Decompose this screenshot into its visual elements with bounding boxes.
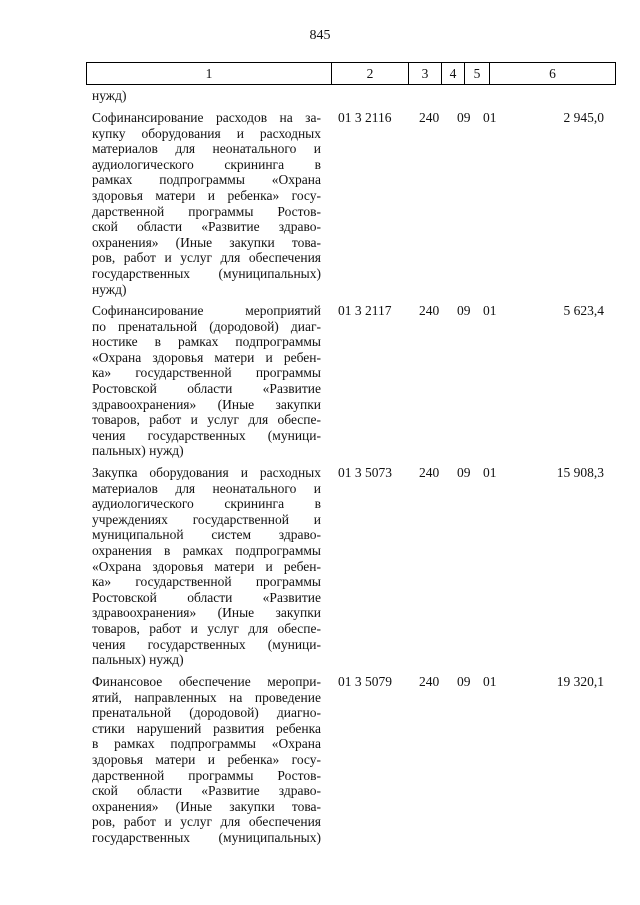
- amount: 2 945,0: [563, 110, 604, 125]
- row-description: [92, 465, 321, 668]
- description-line: Ростовской области «Развитие: [92, 589, 321, 605]
- description-line: товаров, работ и услуг для обеспе-: [92, 620, 321, 636]
- description-line: ров, работ и услуг для обеспечения: [92, 814, 321, 830]
- description-line: ров, работ и услуг для обеспечения: [92, 250, 321, 266]
- description-line: дарственной программы Ростов-: [92, 767, 321, 783]
- description-line: здоровья матери и ребенка» госу-: [92, 751, 321, 767]
- row-description: [92, 674, 321, 846]
- description-line: Ростовской области «Развитие: [92, 380, 321, 396]
- description-line: купку оборудования и расходных: [92, 125, 321, 141]
- row-description: [92, 110, 321, 297]
- header-col-3: 3: [421, 66, 429, 81]
- description-line: нужд): [92, 281, 127, 297]
- expense-type-code: 240: [419, 674, 440, 689]
- description-line: Закупка оборудования и расходных: [92, 465, 321, 480]
- description-line: здравоохранения» (Иные закупки: [92, 396, 321, 412]
- description-line: в рамках подпрограммы «Охрана: [92, 736, 321, 752]
- expense-type-code: 240: [419, 465, 440, 480]
- table-header: [86, 62, 616, 85]
- target-article-code: 01 3 5073: [338, 465, 392, 480]
- description-line: аудиологического скрининга в: [92, 156, 321, 172]
- description-line: пальных) нужд): [92, 443, 184, 459]
- description-line: «Охрана здоровья матери и ребен-: [92, 558, 321, 574]
- subsection-code: 01: [483, 303, 497, 318]
- target-article-code: 01 3 2117: [338, 303, 392, 318]
- subsection-code: 01: [483, 674, 497, 689]
- header-col-2: 2: [366, 66, 374, 81]
- description-line: охранения в рамках подпрограммы: [92, 542, 321, 558]
- description-line: нужд): [92, 88, 127, 103]
- description-line: здоровья матери и ребенка» госу-: [92, 187, 321, 203]
- section-code: 09: [457, 674, 471, 689]
- description-line: Софинансирование мероприятий: [92, 303, 321, 318]
- description-line: рамках подпрограммы «Охрана: [92, 172, 321, 188]
- description-line: муниципальной систем здраво-: [92, 527, 321, 543]
- expense-type-code: 240: [419, 303, 440, 318]
- section-code: 09: [457, 303, 471, 318]
- description-line: по пренатальной (дородовой) диаг-: [92, 318, 321, 334]
- header-col-4: 4: [449, 66, 457, 81]
- description-line: ской области «Развитие здраво-: [92, 783, 321, 799]
- description-line: государственных (муниципальных): [92, 829, 321, 845]
- header-col-6: 6: [549, 66, 556, 81]
- description-line: ка» государственной программы: [92, 574, 321, 590]
- description-line: дарственной программы Ростов-: [92, 203, 321, 219]
- page-number: 845: [309, 28, 331, 43]
- amount: 19 320,1: [556, 674, 604, 689]
- description-line: «Охрана здоровья матери и ребен-: [92, 349, 321, 365]
- expense-type-code: 240: [419, 110, 440, 125]
- description-line: государственных (муниципальных): [92, 265, 321, 281]
- description-line: материалов для неонатального и: [92, 480, 321, 496]
- description-line: ской области «Развитие здраво-: [92, 219, 321, 235]
- description-line: ка» государственной программы: [92, 365, 321, 381]
- description-line: товаров, работ и услуг для обеспе-: [92, 412, 321, 428]
- description-line: учреждениях государственной и: [92, 511, 321, 527]
- subsection-code: 01: [483, 110, 497, 125]
- description-line: ятий, направленных на проведение: [92, 689, 321, 705]
- section-code: 09: [457, 110, 471, 125]
- target-article-code: 01 3 5079: [338, 674, 392, 689]
- amount: 5 623,4: [563, 303, 604, 318]
- description-line: пальных) нужд): [92, 652, 184, 668]
- header-col-1: 1: [205, 66, 213, 81]
- target-article-code: 01 3 2116: [338, 110, 392, 125]
- description-line: Софинансирование расходов на за-: [92, 110, 321, 125]
- description-line: охранения» (Иные закупки това-: [92, 234, 321, 250]
- description-line: стики нарушений развития ребенка: [92, 720, 321, 736]
- description-line: здравоохранения» (Иные закупки: [92, 605, 321, 621]
- description-line: пренатальной (дородовой) диагно-: [92, 705, 321, 721]
- description-line: аудиологического скрининга в: [92, 496, 321, 512]
- description-line: ностике в рамках подпрограммы: [92, 334, 321, 350]
- header-col-5: 5: [473, 66, 481, 81]
- description-line: чения государственных (муници-: [92, 636, 321, 652]
- row-description: [92, 303, 321, 459]
- description-line: чения государственных (муници-: [92, 427, 321, 443]
- subsection-code: 01: [483, 465, 497, 480]
- section-code: 09: [457, 465, 471, 480]
- description-line: материалов для неонатального и: [92, 141, 321, 157]
- amount: 15 908,3: [556, 465, 604, 480]
- description-line: Финансовое обеспечение меропри-: [92, 674, 321, 689]
- row-description: [92, 88, 321, 104]
- description-line: охранения» (Иные закупки това-: [92, 798, 321, 814]
